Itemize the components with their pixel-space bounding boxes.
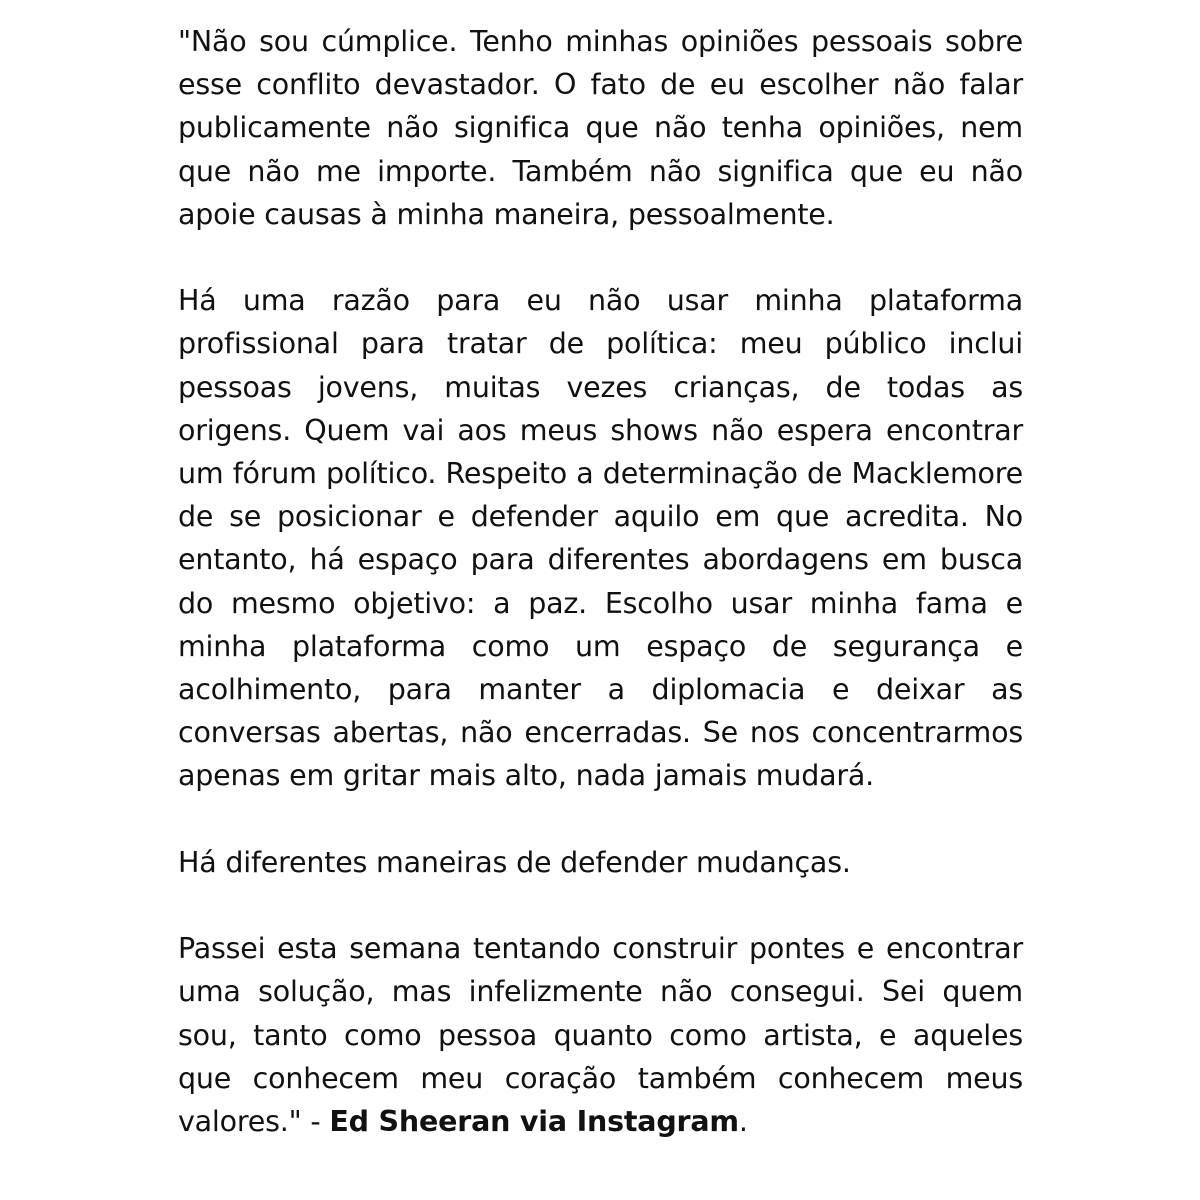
paragraph-4 (178, 927, 1023, 1143)
paragraph-3: Há diferentes maneiras de defender mudanças. (178, 845, 851, 879)
paragraph-4-text: Passei esta semana tentando construir pontes e encontrar uma solução, mas infelizmente não consegui. Sei quem sou, tanto como pessoa quanto como artista, e aqueles que conhecem meu coração também conhecem meus valores." - (178, 932, 1023, 1139)
paragraph-2: Há uma razão para eu não usar minha plataforma profissional para tratar de política: meu público inclui pessoas jovens, muitas vezes crianças, de todas as origens. Quem vai aos meus shows não espera encontrar um fórum político. Respeito a determinação de Macklemore de se posicionar e defender aquilo em que acredita. No entanto, há espaço para diferentes abordagens em busca do mesmo objetivo: a paz. Escolho usar minha fama e minha plataforma como um espaço de segurança e acolhimento, para manter a diplomacia e deixar as conversas abertas, não encerradas. Se nos concentrarmos apenas em gritar mais alto, nada jamais mudará. (178, 284, 1023, 793)
quote-statement (178, 20, 1023, 1143)
closing-punctuation: . (738, 1105, 748, 1139)
paragraph-1: "Não sou cúmplice. Tenho minhas opiniões pessoais sobre esse conflito devastador. O fato de eu escolher não falar publicamente não significa que não tenha opiniões, nem que não me importe. Também não significa que eu não apoie causas à minha maneira, pessoalmente. (178, 25, 1023, 231)
attribution: Ed Sheeran via Instagram (329, 1105, 739, 1139)
